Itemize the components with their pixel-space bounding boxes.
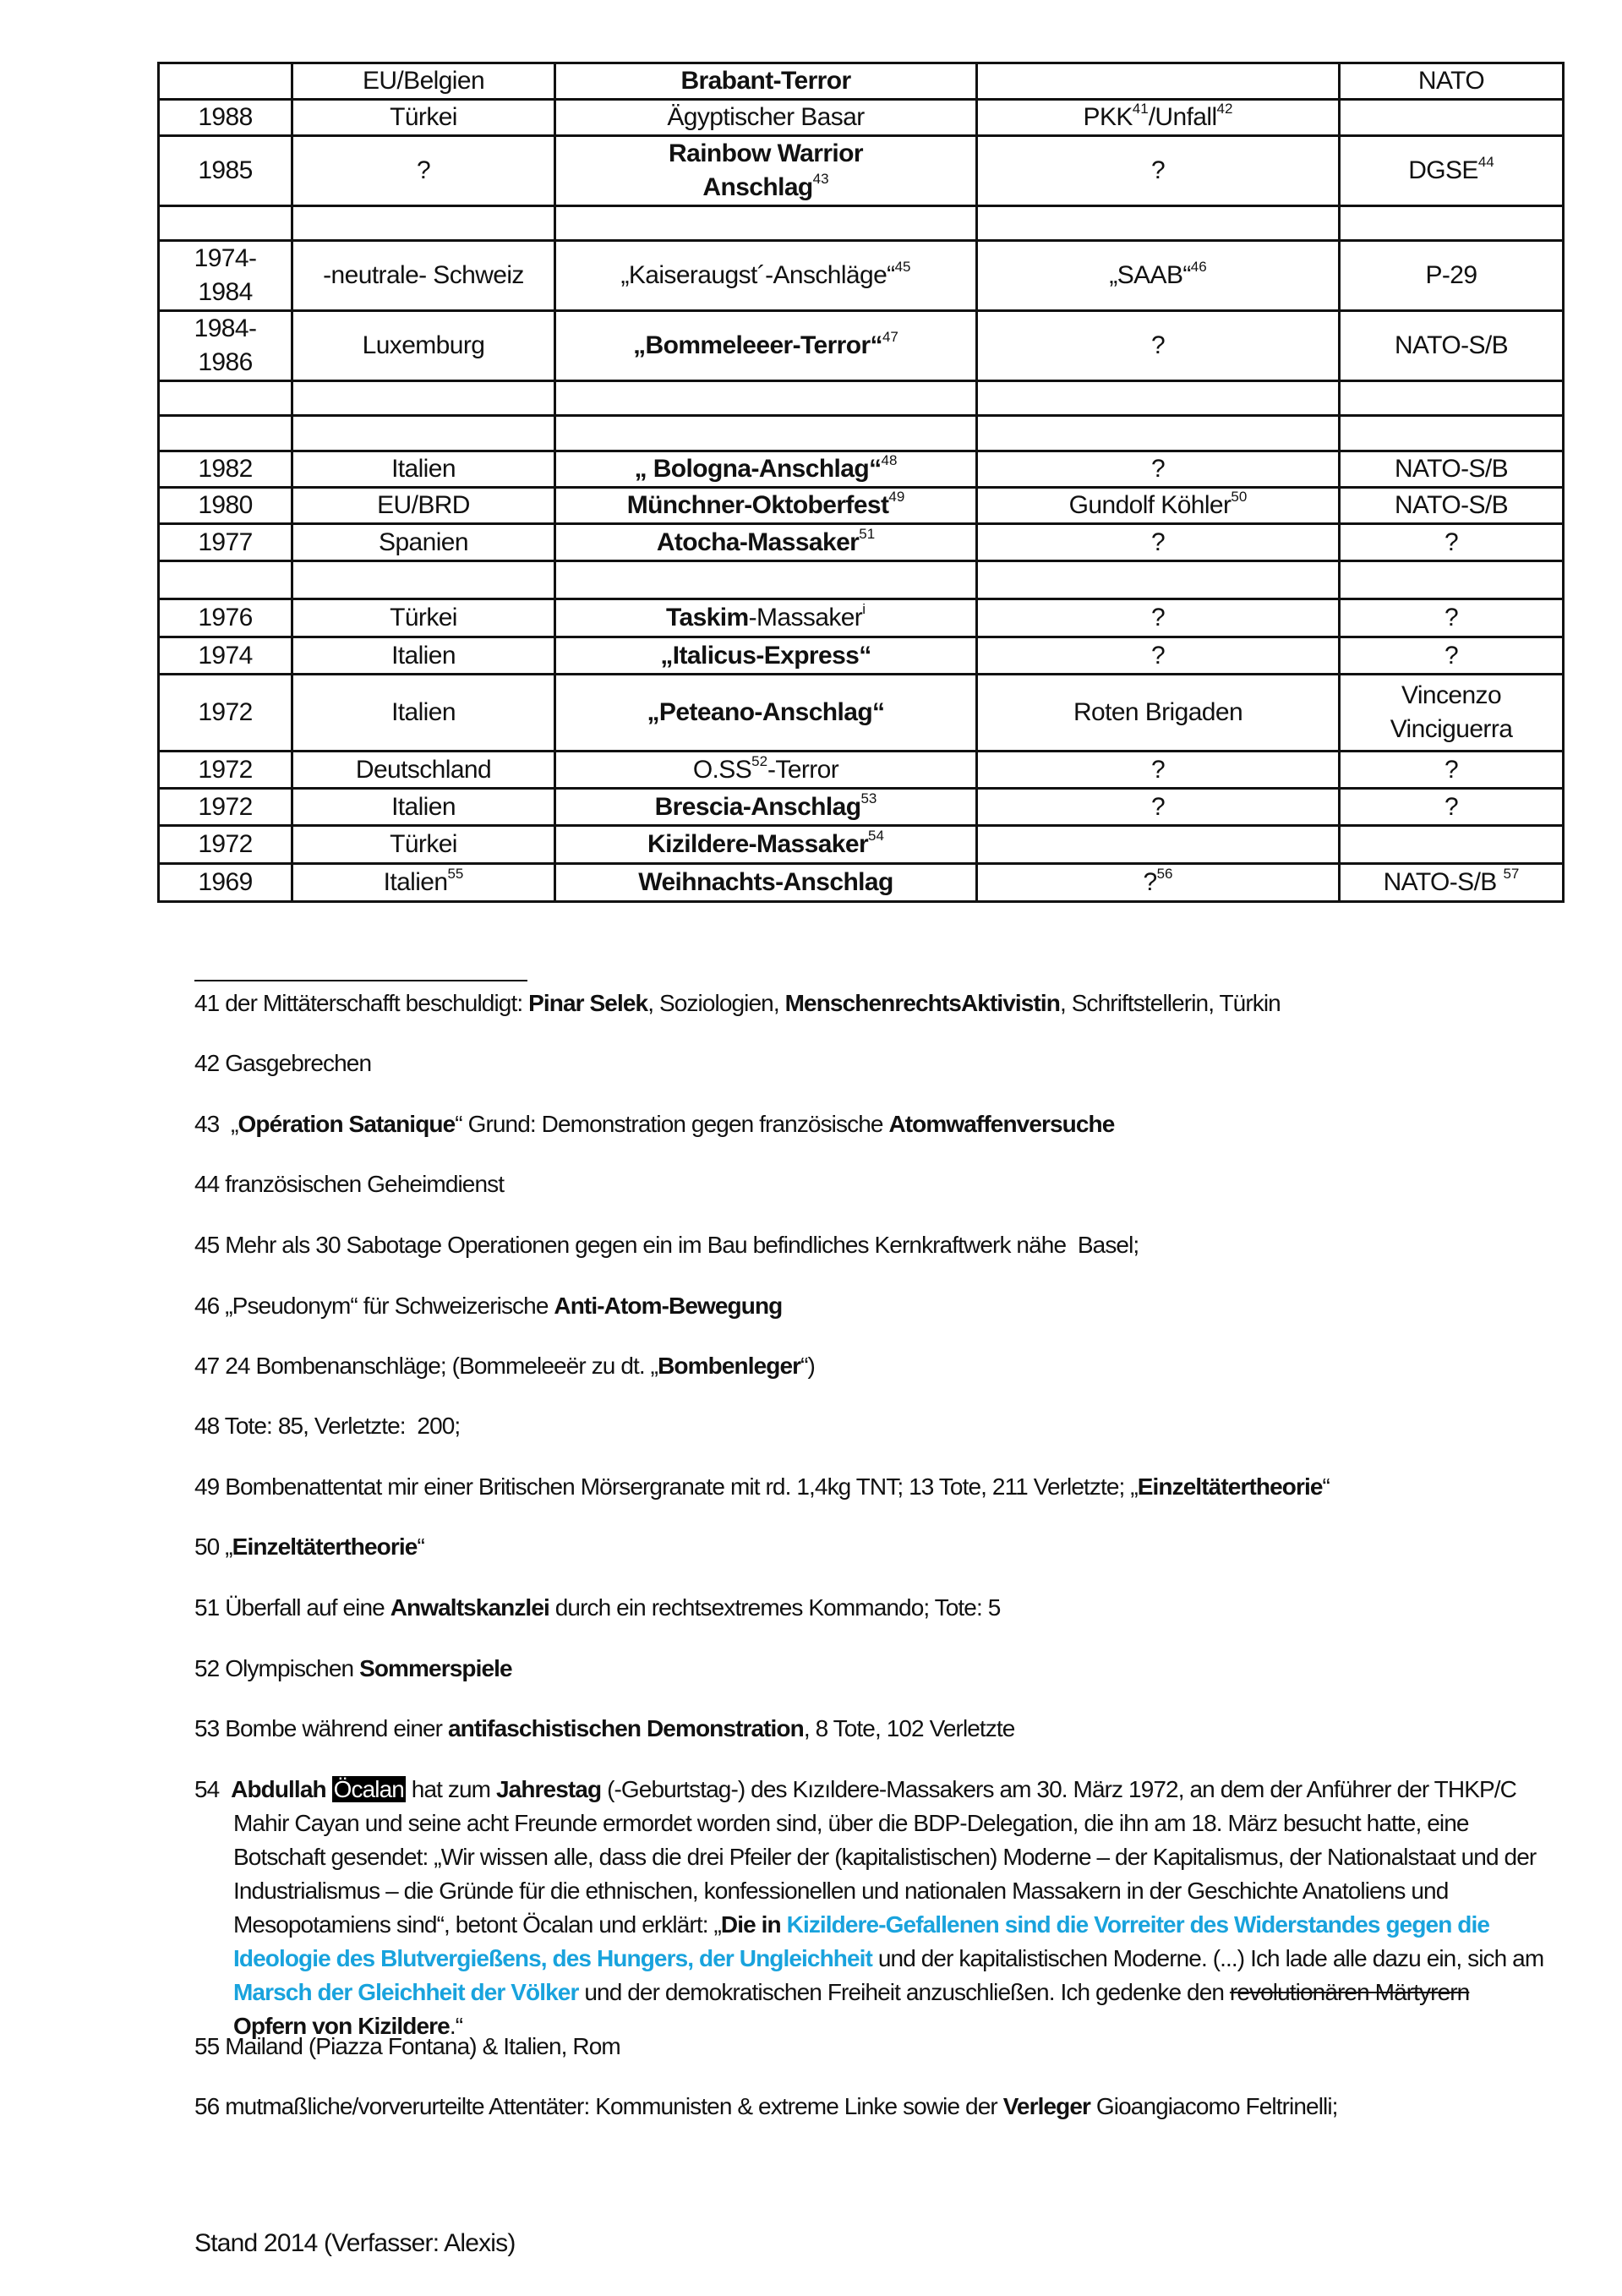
event-cell — [555, 826, 977, 864]
year-cell: 1974 — [159, 637, 292, 675]
empty-cell — [555, 561, 977, 599]
responsible-cell — [1340, 864, 1564, 902]
footnote-text: französischen Geheimdienst — [219, 1171, 505, 1197]
empty-cell — [1340, 416, 1564, 451]
footnote-text: und der demokratischen Freiheit anzuschließen. Ich gedenke den — [578, 1979, 1230, 2005]
footnote-bold: Bombenleger — [658, 1353, 801, 1379]
perpetrator-text: „SAAB“ — [1109, 261, 1191, 289]
table-row-empty — [159, 381, 1564, 416]
footnote-text: und der kapitalistischen Moderne. (...) Ich lade alle dazu ein, sich am — [871, 1945, 1544, 1971]
footnote-text: , Soziologien, — [647, 990, 785, 1016]
country-cell: Spanien — [292, 524, 555, 561]
footnote-48 — [194, 1409, 460, 1443]
footnote-ref[interactable]: 44 — [1477, 154, 1494, 170]
footnote-number: 48 — [194, 1413, 220, 1439]
footnote-text: .“ — [449, 2013, 463, 2039]
footnote-ref[interactable]: 55 — [447, 866, 464, 882]
event-text: Münchner-Oktoberfest — [626, 491, 889, 519]
footnote-text: Mailand (Piazza Fontana) & Italien, Rom — [219, 2033, 620, 2059]
quote-highlight-blue: Kizildere-Gefallenen sind die Vorreiter des Widerstandes gegen die Ideologie des Blutvergießens, des Hungers, der Ungleichheit — [233, 1911, 1490, 1971]
strikethrough-text: revolutionären Märtyrern — [1229, 1979, 1470, 2005]
footnote-ref[interactable]: 56 — [1156, 866, 1173, 882]
empty-cell — [292, 561, 555, 599]
footnote-43 — [194, 1107, 1114, 1141]
perpetrator-cell: ? — [977, 752, 1340, 789]
event-cell — [555, 136, 977, 206]
footnote-41 — [194, 987, 1281, 1020]
footnote-text: „ — [219, 1533, 232, 1560]
empty-cell — [292, 416, 555, 451]
footnote-separator — [194, 980, 527, 981]
empty-cell — [555, 206, 977, 241]
responsible-cell: NATO-S/B — [1340, 488, 1564, 524]
country-cell: EU/Belgien — [292, 63, 555, 100]
responsible-cell — [1340, 675, 1564, 752]
footnote-ref[interactable]: 47 — [882, 329, 898, 345]
responsible-cell — [1340, 100, 1564, 136]
footnote-bold: Verleger — [1002, 2093, 1091, 2119]
country-text: Italien — [383, 868, 448, 896]
footnote-text: Gioangiacomo Feltrinelli; — [1090, 2093, 1338, 2119]
highlighted-text[interactable]: Öcalan — [333, 1776, 404, 1802]
table-row — [159, 752, 1564, 789]
perpetrator-text: Gundolf Köhler — [1068, 491, 1232, 519]
year-cell: 1985 — [159, 136, 292, 206]
year-cell: 1972 — [159, 675, 292, 752]
perpetrator-cell — [977, 826, 1340, 864]
footnote-ref[interactable]: 43 — [812, 171, 829, 187]
responsible-text: NATO-S/B — [1383, 868, 1504, 896]
country-cell: EU/BRD — [292, 488, 555, 524]
footnote-ref[interactable]: 50 — [1231, 489, 1248, 505]
table-row — [159, 488, 1564, 524]
year-line-1: 1984- — [194, 314, 257, 342]
footnote-ref[interactable]: 52 — [751, 752, 768, 769]
perpetrator-cell — [977, 864, 1340, 902]
country-cell — [292, 864, 555, 902]
year-cell: 1977 — [159, 524, 292, 561]
footnote-bold: Einzeltätertheorie — [232, 1533, 418, 1560]
country-cell: Luxemburg — [292, 311, 555, 381]
footnote-number: 42 — [194, 1050, 220, 1076]
responsible-cell: ? — [1340, 599, 1564, 637]
footnote-text: 24 Bombenanschläge; (Bommeleeër zu dt. „ — [219, 1353, 658, 1379]
footnote-bold: MenschenrechtsAktivistin — [784, 990, 1060, 1016]
event-text: „ Bologna-Anschlag“ — [634, 455, 882, 483]
footnote-45 — [194, 1228, 1139, 1262]
footnote-number: 52 — [194, 1655, 220, 1681]
empty-cell — [977, 206, 1340, 241]
footnote-ref[interactable]: 51 — [859, 525, 876, 542]
table-row — [159, 637, 1564, 675]
event-cell: „Peteano-Anschlag“ — [555, 675, 977, 752]
footnote-42 — [194, 1047, 371, 1080]
year-line-1: 1974- — [194, 244, 257, 272]
responsible-line-2: Vinciguerra — [1390, 715, 1513, 743]
event-text: Brescia-Anschlag — [654, 792, 861, 821]
footnote-number: 44 — [194, 1171, 220, 1197]
footnote-55 — [194, 2030, 620, 2064]
year-line-2: 1984 — [198, 278, 253, 306]
table-row — [159, 524, 1564, 561]
country-cell: Türkei — [292, 100, 555, 136]
footnote-bold: Anwaltskanzlei — [390, 1594, 549, 1621]
table-row — [159, 599, 1564, 637]
footnote-ref[interactable]: 41 — [1132, 101, 1149, 117]
responsible-cell — [1340, 826, 1564, 864]
empty-cell — [555, 416, 977, 451]
footnote-ref[interactable]: 42 — [1216, 101, 1233, 117]
footnote-number: 54 — [194, 1776, 220, 1802]
year-cell: 1972 — [159, 752, 292, 789]
perpetrator-cell — [977, 241, 1340, 311]
table-row — [159, 100, 1564, 136]
footnote-text: „Pseudonym“ für Schweizerische — [219, 1293, 554, 1319]
footnote-ref[interactable]: 49 — [888, 489, 905, 505]
perpetrator-cell: ? — [977, 789, 1340, 826]
footnote-text: Bombe während einer — [219, 1715, 448, 1741]
empty-cell — [1340, 206, 1564, 241]
footnote-bold: Opération Satanique — [238, 1111, 456, 1137]
footnote-text: Bombenattentat mir einer Britischen Mörsergranate mit rd. 1,4kg TNT; 13 Tote, 211 Verletzte; „ — [219, 1473, 1138, 1500]
footnote-56 — [194, 2090, 1338, 2124]
footnote-number: 45 — [194, 1232, 220, 1258]
footnote-number: 50 — [194, 1533, 220, 1560]
empty-cell — [159, 206, 292, 241]
footnote-text: hat zum — [405, 1776, 496, 1802]
year-cell: 1982 — [159, 451, 292, 488]
footnote-number: 49 — [194, 1473, 220, 1500]
footnote-46 — [194, 1289, 782, 1323]
footnote-52 — [194, 1652, 512, 1686]
table-row — [159, 789, 1564, 826]
empty-cell — [1340, 381, 1564, 416]
event-text: „Kaiseraugst´-Anschläge“ — [620, 261, 895, 289]
footnote-number: 46 — [194, 1293, 220, 1319]
footer-stand: Stand 2014 (Verfasser: Alexis) — [194, 2229, 516, 2257]
responsible-cell: P-29 — [1340, 241, 1564, 311]
footnote-bold: Anti-Atom-Bewegung — [554, 1293, 783, 1319]
footnote-ref[interactable]: 57 — [1503, 866, 1520, 882]
footnote-ref[interactable]: 45 — [894, 259, 911, 275]
perpetrator-cell: ? — [977, 524, 1340, 561]
perpetrator-text-2: /Unfall — [1148, 103, 1217, 131]
event-cell — [555, 599, 977, 637]
table-row — [159, 826, 1564, 864]
footnote-number: 56 — [194, 2093, 220, 2119]
responsible-cell: ? — [1340, 524, 1564, 561]
country-cell: ? — [292, 136, 555, 206]
table-row-empty — [159, 206, 1564, 241]
footnote-number: 51 — [194, 1594, 220, 1621]
event-cell — [555, 524, 977, 561]
event-text: Kizildere-Massaker — [647, 830, 869, 858]
year-line-2: 1986 — [198, 348, 253, 376]
perpetrator-cell: ? — [977, 599, 1340, 637]
perpetrator-cell: ? — [977, 311, 1340, 381]
responsible-cell — [1340, 136, 1564, 206]
footnote-text: durch ein rechtsextremes Kommando; Tote: 5 — [549, 1594, 1001, 1621]
footnote-text: Überfall auf eine — [219, 1594, 390, 1621]
footnote-text: Gasgebrechen — [219, 1050, 372, 1076]
event-cell — [555, 488, 977, 524]
responsible-line-1: Vincenzo — [1401, 681, 1502, 709]
footnote-text: “ — [1322, 1473, 1330, 1500]
perpetrator-cell: Roten Brigaden — [977, 675, 1340, 752]
table-row — [159, 451, 1564, 488]
footnote-49 — [194, 1470, 1330, 1504]
footnote-bold: Abdullah — [231, 1776, 326, 1802]
responsible-cell: NATO-S/B — [1340, 311, 1564, 381]
responsible-text: DGSE — [1408, 156, 1478, 184]
event-line-1: Rainbow Warrior — [669, 139, 863, 167]
footnote-ref[interactable]: i — [862, 601, 866, 617]
empty-cell — [1340, 561, 1564, 599]
footnote-text: Mehr als 30 Sabotage Operationen gegen ein im Bau befindliches Kernkraftwerk nähe Basel; — [219, 1232, 1139, 1258]
empty-cell — [159, 416, 292, 451]
event-cell — [555, 311, 977, 381]
country-cell: Italien — [292, 637, 555, 675]
perpetrator-cell — [977, 63, 1340, 100]
empty-cell — [977, 381, 1340, 416]
events-table — [157, 62, 1565, 903]
footnote-bold: Sommerspiele — [359, 1655, 512, 1681]
footnote-51 — [194, 1591, 1000, 1625]
table-row-empty — [159, 561, 1564, 599]
country-cell: Italien — [292, 451, 555, 488]
year-cell: 1976 — [159, 599, 292, 637]
footnote-ref[interactable]: 54 — [868, 828, 884, 844]
event-text-bold: Taskim — [666, 604, 749, 631]
footnote-text: “ Grund: Demonstration gegen französische — [455, 1111, 889, 1137]
table-row — [159, 864, 1564, 902]
empty-cell — [159, 381, 292, 416]
footnote-bold: antifaschistischen Demonstration — [447, 1715, 804, 1741]
footnote-text: “) — [800, 1353, 815, 1379]
event-text: „Bommeleeer-Terror“ — [633, 331, 882, 359]
footnote-ref[interactable]: 53 — [860, 790, 877, 806]
footnote-bold: Einzeltätertheorie — [1137, 1473, 1323, 1500]
footnote-ref[interactable]: 48 — [881, 452, 898, 468]
event-text: O.SS — [692, 755, 752, 784]
footnote-number: 41 — [194, 990, 220, 1016]
year-cell — [159, 241, 292, 311]
country-cell: Italien — [292, 675, 555, 752]
footnote-ref[interactable]: 46 — [1190, 259, 1207, 275]
footnote-text: Olympischen — [219, 1655, 360, 1681]
footnote-text: , Schriftstellerin, Türkin — [1060, 990, 1281, 1016]
perpetrator-cell: ? — [977, 451, 1340, 488]
perpetrator-cell — [977, 488, 1340, 524]
event-cell — [555, 241, 977, 311]
country-cell: Türkei — [292, 826, 555, 864]
event-text: -Massaker — [748, 604, 863, 631]
table-row — [159, 136, 1564, 206]
perpetrator-text: ? — [1143, 868, 1157, 896]
footnote-bold: Atomwaffenversuche — [888, 1111, 1115, 1137]
empty-cell — [977, 416, 1340, 451]
footnote-bold: Die in — [720, 1911, 781, 1938]
footnote-54 — [194, 1773, 1547, 2043]
footnote-text: , 8 Tote, 102 Verletzte — [803, 1715, 1015, 1741]
footnote-text: mutmaßliche/vorverurteilte Attentäter: Kommunisten & extreme Linke sowie der — [219, 2093, 1003, 2119]
event-cell — [555, 789, 977, 826]
footnote-bold: Pinar Selek — [528, 990, 648, 1016]
year-cell — [159, 63, 292, 100]
empty-cell — [977, 561, 1340, 599]
responsible-cell: NATO-S/B — [1340, 451, 1564, 488]
event-text: Atocha-Massaker — [656, 528, 860, 556]
responsible-cell: ? — [1340, 637, 1564, 675]
country-cell: Italien — [292, 789, 555, 826]
quote-highlight-blue: Marsch der Gleichheit der Völker — [233, 1979, 579, 2005]
perpetrator-cell — [977, 100, 1340, 136]
event-cell: Brabant-Terror — [555, 63, 977, 100]
footnote-number: 47 — [194, 1353, 220, 1379]
perpetrator-cell: ? — [977, 136, 1340, 206]
table-row-empty — [159, 416, 1564, 451]
footnote-text: Tote: 85, Verletzte: 200; — [219, 1413, 461, 1439]
perpetrator-text: PKK — [1083, 103, 1133, 131]
empty-cell — [555, 381, 977, 416]
footnote-text: „ — [219, 1111, 238, 1137]
event-cell: „Italicus-Express“ — [555, 637, 977, 675]
footnote-53 — [194, 1712, 1014, 1746]
footnote-text: der Mittäterschafft beschuldigt: — [219, 990, 529, 1016]
event-text-2: -Terror — [767, 755, 839, 784]
responsible-cell: ? — [1340, 789, 1564, 826]
event-cell — [555, 752, 977, 789]
responsible-cell: NATO — [1340, 63, 1564, 100]
year-cell: 1972 — [159, 826, 292, 864]
table-row — [159, 63, 1564, 100]
footnote-bold: Jahrestag — [495, 1776, 602, 1802]
country-cell: -neutrale- Schweiz — [292, 241, 555, 311]
table-row — [159, 241, 1564, 311]
year-cell: 1972 — [159, 789, 292, 826]
empty-cell — [292, 206, 555, 241]
empty-cell — [292, 381, 555, 416]
year-cell: 1988 — [159, 100, 292, 136]
event-cell: Weihnachts-Anschlag — [555, 864, 977, 902]
footnote-50 — [194, 1530, 424, 1564]
perpetrator-cell: ? — [977, 637, 1340, 675]
country-cell: Deutschland — [292, 752, 555, 789]
footnote-text: (-Geburtstag-) des Kızıldere-Massakers am 30. März 1972, an dem der Anführer der THKP/C Mahir Cayan und seine acht Freunde ermordet worden sind, über die BDP-Delegation, die ihn am 18. März besucht hatte, eine Botschaft gesendet: „Wir wissen alle, dass die drei Pfeiler der (kapitalistischen) Moderne – der Kapitalismus, der Nationalstaat und der Industrialismus – die Gründe für die ethnischen, konfessionellen und nationalen Massakern in der Geschichte Anatoliens und Mesopotamiens sind“, betont Öcalan und erklärt: „ — [233, 1776, 1537, 1938]
event-cell: Ägyptischer Basar — [555, 100, 977, 136]
responsible-cell: ? — [1340, 752, 1564, 789]
table-row — [159, 311, 1564, 381]
year-cell — [159, 311, 292, 381]
event-cell — [555, 451, 977, 488]
footnote-bold: Opfern von Kizildere — [233, 2013, 450, 2039]
year-cell: 1969 — [159, 864, 292, 902]
country-cell: Türkei — [292, 599, 555, 637]
event-line-2: Anschlag — [702, 173, 813, 201]
footnote-text: “ — [417, 1533, 424, 1560]
footnote-number: 55 — [194, 2033, 220, 2059]
footnote-44 — [194, 1167, 504, 1201]
footnote-number: 53 — [194, 1715, 220, 1741]
footnote-47 — [194, 1349, 815, 1383]
empty-cell — [159, 561, 292, 599]
footnote-number: 43 — [194, 1111, 220, 1137]
table-row — [159, 675, 1564, 752]
year-cell: 1980 — [159, 488, 292, 524]
